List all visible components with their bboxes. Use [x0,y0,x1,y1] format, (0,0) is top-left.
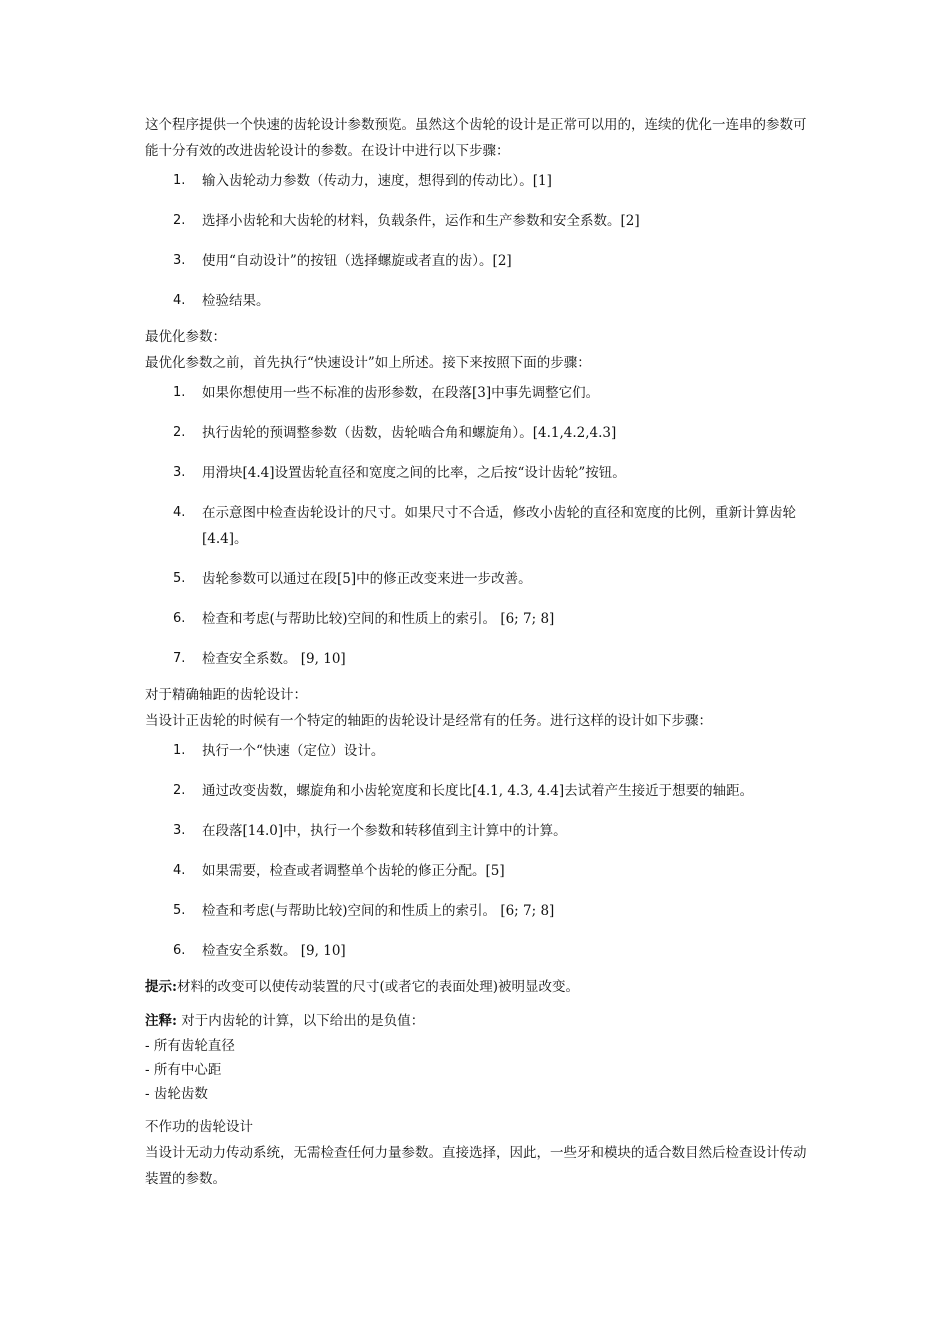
note-item: - 齿轮齿数 [145,1086,208,1102]
axis-distance-intro: 当设计正齿轮的时候有一个特定的轴距的齿轮设计是经常有的任务。进行这样的设计如下步骤： [145,713,712,729]
list-item: 4. 如果需要，检查或者调整单个齿轮的修正分配。[5] [173,863,505,879]
list-item: 3. 使用“自动设计”的按钮（选择螺旋或者直的齿）。[2] [173,253,512,269]
list-item: 2. 选择小齿轮和大齿轮的材料，负载条件，运作和生产参数和安全系数。[2] [173,213,640,229]
axis-distance-title: 对于精确轴距的齿轮设计： [145,687,307,703]
optimization-intro: 最优化参数之前，首先执行“快速设计”如上所述。接下来按照下面的步骤： [145,355,591,371]
no-power-title: 不作功的齿轮设计 [145,1119,253,1135]
list-item: 4. 检验结果。 [173,293,270,309]
list-item: 1. 输入齿轮动力参数（传动力，速度，想得到的传动比）。[1] [173,173,552,189]
note-label: 注释: [145,1013,177,1029]
list-item: 6. 检查安全系数。 [9, 10] [173,943,346,959]
list-item: 5. 齿轮参数可以通过在段[5]中的修正改变来进一步改善。 [173,571,532,587]
tip-paragraph [145,974,813,1000]
list-item: 2. 通过改变齿数，螺旋角和小齿轮宽度和长度比[4.1, 4.3, 4.4]去试着产生接近于想要的轴距。 [173,783,754,799]
no-power-paragraph: 当设计无动力传动系统，无需检查任何力量参数。直接选择，因此，一些牙和模块的适合数目然后检查设计传动装置的参数。 [145,1145,807,1187]
list-item: 1. 执行一个“快速（定位）设计。 [173,743,385,759]
list-item: 2. 执行齿轮的预调整参数（齿数，齿轮啮合角和螺旋角）。[4.1,4.2,4.3] [173,425,617,441]
note-item: - 所有齿轮直径 [145,1038,235,1054]
list-item: 5. 检查和考虑(与帮助比较)空间的和性质上的索引。 [6; 7; 8] [173,903,555,919]
tip-label: 提示: [145,979,177,995]
document-body [145,112,813,1192]
steps-list-optimization [145,380,813,672]
list-item: 1. 如果你想使用一些不标准的齿形参数，在段落[3]中事先调整它们。 [173,385,600,401]
tip-text: 材料的改变可以使传动装置的尺寸(或者它的表面处理)被明显改变。 [176,979,580,995]
list-item: 6. 检查和考虑(与帮助比较)空间的和性质上的索引。 [6; 7; 8] [173,611,555,627]
steps-list-quick-design [145,168,813,314]
list-item: 3. 在段落[14.0]中，执行一个参数和转移值到主计算中的计算。 [173,823,567,839]
note-paragraph [145,1008,813,1034]
list-item: 4. 在示意图中检查齿轮设计的尺寸。如果尺寸不合适，修改小齿轮的直径和宽度的比例，重新计算齿轮[4.4]。 [173,505,796,547]
note-text: 对于内齿轮的计算，以下给出的是负值： [176,1013,425,1029]
list-item: 3. 用滑块[4.4]设置齿轮直径和宽度之间的比率，之后按“设计齿轮”按钮。 [173,465,626,481]
list-item: 7. 检查安全系数。 [9, 10] [173,651,346,667]
intro-paragraph: 这个程序提供一个快速的齿轮设计参数预览。虽然这个齿轮的设计是正常可以用的，连续的优化一连串的参数可能十分有效的改进齿轮设计的参数。在设计中进行以下步骤： [145,117,807,159]
steps-list-axis-distance [145,738,813,964]
note-item: - 所有中心距 [145,1062,222,1078]
optimization-title: 最优化参数： [145,329,226,345]
